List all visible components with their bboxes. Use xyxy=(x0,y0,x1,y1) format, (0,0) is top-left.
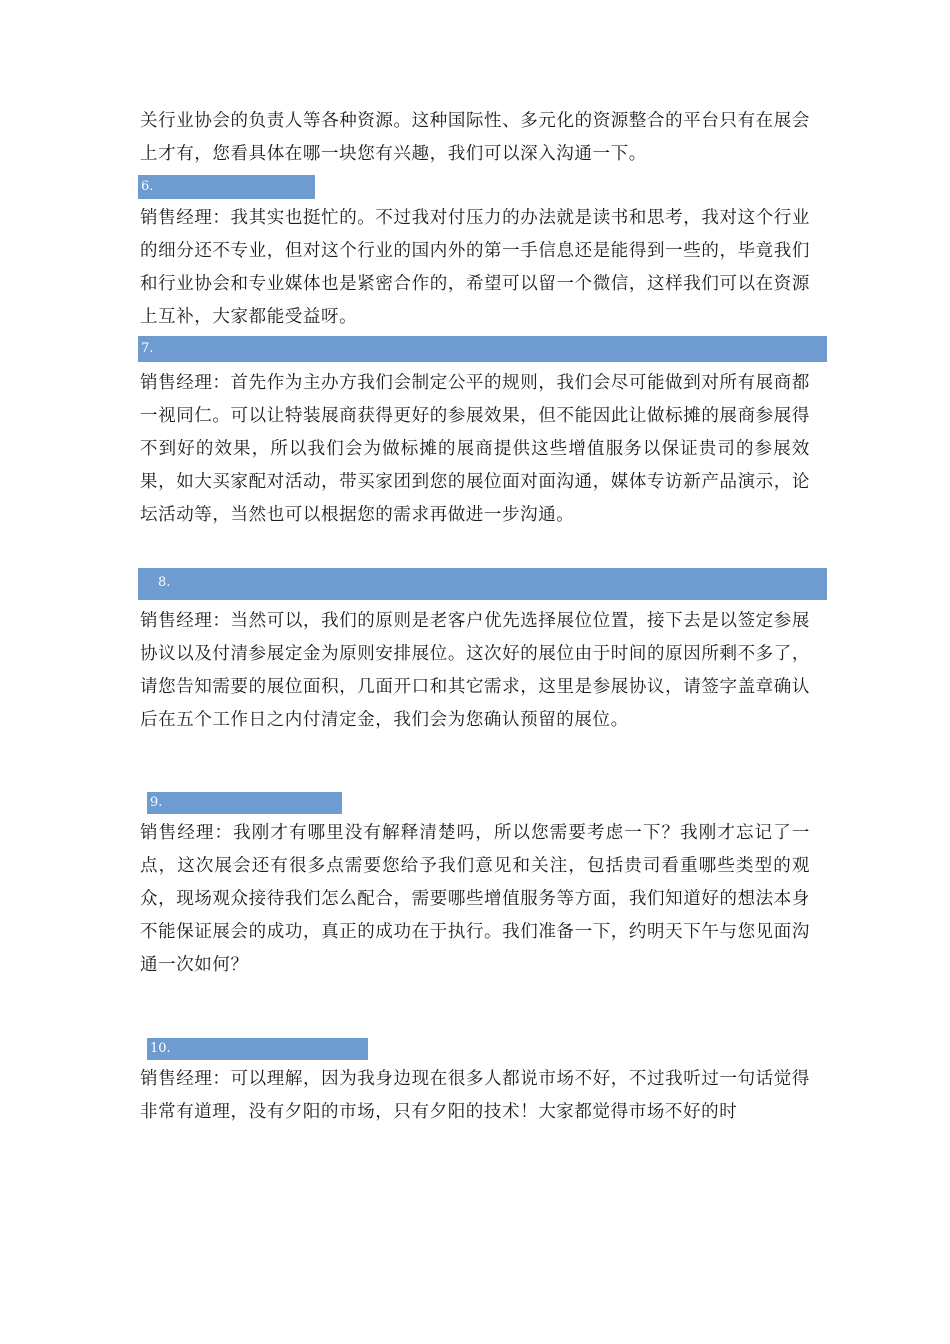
answer-8: 销售经理：当然可以，我们的原则是老客户优先选择展位位置，接下去是以签定参展协议以及付清参展定金为原则安排展位。这次好的展位由于时间的原因所剩不多了，请您告知需要的展位面积，几面开口和其它需求，这里是参展协议，请签字盖章确认后在五个工作日之内付清定金，我们会为您确认预留的展位。 xyxy=(140,611,810,730)
answer-9: 销售经理：我刚才有哪里没有解释清楚吗，所以您需要考虑一下？我刚才忘记了一点，这次展会还有很多点需要您给予我们意见和关注，包括贵司看重哪些类型的观众，现场观众接待我们怎么配合，需要哪些增值服务等方面，我们知道好的想法本身不能保证展会的成功，真正的成功在于执行。我们准备一下，约明天下午与您见面沟通一次如何？ xyxy=(140,823,810,975)
answer-6: 销售经理：我其实也挺忙的。不过我对付压力的办法就是读书和思考，我对这个行业的细分还不专业，但对这个行业的国内外的第一手信息还是能得到一些的，毕竟我们和行业协会和专业媒体也是紧密合作的，希望可以留一个微信，这样我们可以在资源上互补，大家都能受益呀。 xyxy=(140,208,810,327)
answer-5-continued: 关行业协会的负责人等各种资源。这种国际性、多元化的资源整合的平台只有在展会上才有，您看具体在哪一块您有兴趣，我们可以深入沟通一下。 xyxy=(140,111,810,164)
question-7-heading: 7. xyxy=(138,336,827,362)
answer-10: 销售经理：可以理解，因为我身边现在很多人都说市场不好，不过我听过一句话觉得非常有道理，没有夕阳的市场，只有夕阳的技术！大家都觉得市场不好的时 xyxy=(140,1069,810,1122)
question-8-heading: 8. xyxy=(138,568,827,600)
question-9-heading: 9. xyxy=(147,792,342,814)
question-6-heading: 6. xyxy=(138,175,315,199)
question-10-heading: 10. xyxy=(147,1038,368,1060)
answer-7: 销售经理：首先作为主办方我们会制定公平的规则，我们会尽可能做到对所有展商都一视同仁。可以让特装展商获得更好的参展效果，但不能因此让做标摊的展商参展得不到好的效果，所以我们会为做标摊的展商提供这些增值服务以保证贵司的参展效果，如大买家配对活动，带买家团到您的展位面对面沟通，媒体专访新产品演示，论坛活动等，当然也可以根据您的需求再做进一步沟通。 xyxy=(140,373,810,525)
